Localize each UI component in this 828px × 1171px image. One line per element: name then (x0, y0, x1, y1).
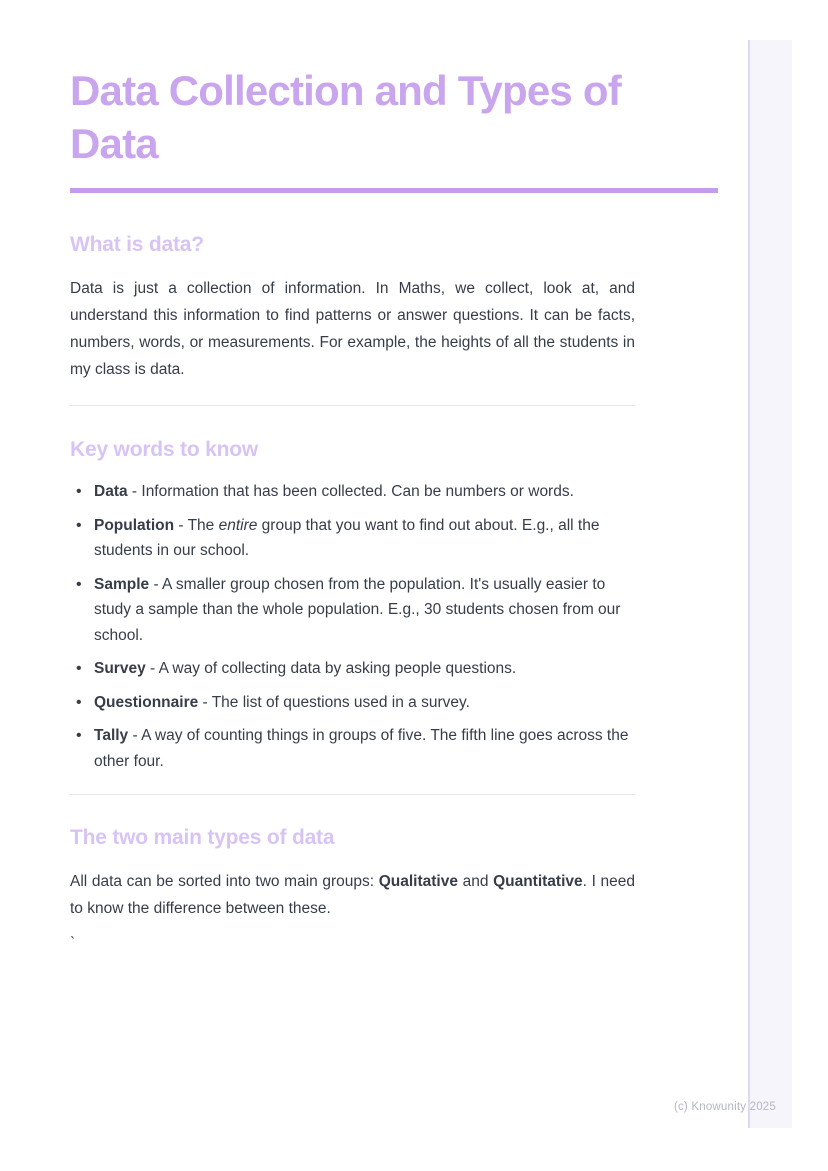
section-two-types (70, 825, 635, 954)
section-key-words (70, 437, 635, 774)
section-heading-two-types: The two main types of data (70, 826, 335, 849)
title-rule (70, 188, 718, 193)
page-edge-strip (748, 40, 792, 1128)
paragraph-what-is-data: Data is just a collection of information. In Maths, we collect, look at, and understand this information to find patterns or answer questions. It can be facts, numbers, words, or measurements. For example, the heights of all the students in my class is data. (70, 280, 635, 378)
section-heading-what-is-data: What is data? (70, 233, 204, 256)
keyword-list (70, 479, 635, 774)
stray-character: ` (70, 935, 76, 952)
copyright-footer: (c) Knowunity 2025 (673, 1101, 776, 1113)
keyword-item: • Questionnaire - The list of questions used in a survey. (70, 690, 635, 716)
keyword-item: • Survey - A way of collecting data by asking people questions. (70, 656, 635, 682)
keyword-item: • Population - The entire group that you want to find out about. E.g., all the students in our school. (70, 513, 635, 564)
section-divider (70, 405, 635, 406)
paragraph-two-types: All data can be sorted into two main groups: Qualitative and Quantitative. I need to know the difference between these. (70, 873, 635, 917)
section-heading-key-words: Key words to know (70, 438, 258, 461)
document-content (70, 64, 718, 954)
section-divider (70, 794, 635, 795)
keyword-item: • Tally - A way of counting things in groups of five. The fifth line goes across the other four. (70, 723, 635, 774)
document-title: Data Collection and Types of Data (70, 67, 621, 167)
keyword-item: • Sample - A smaller group chosen from the population. It's usually easier to study a sample than the whole population. E.g., 30 students chosen from our school. (70, 572, 635, 649)
keyword-item: • Data - Information that has been collected. Can be numbers or words. (70, 479, 635, 505)
section-what-is-data (70, 232, 635, 383)
